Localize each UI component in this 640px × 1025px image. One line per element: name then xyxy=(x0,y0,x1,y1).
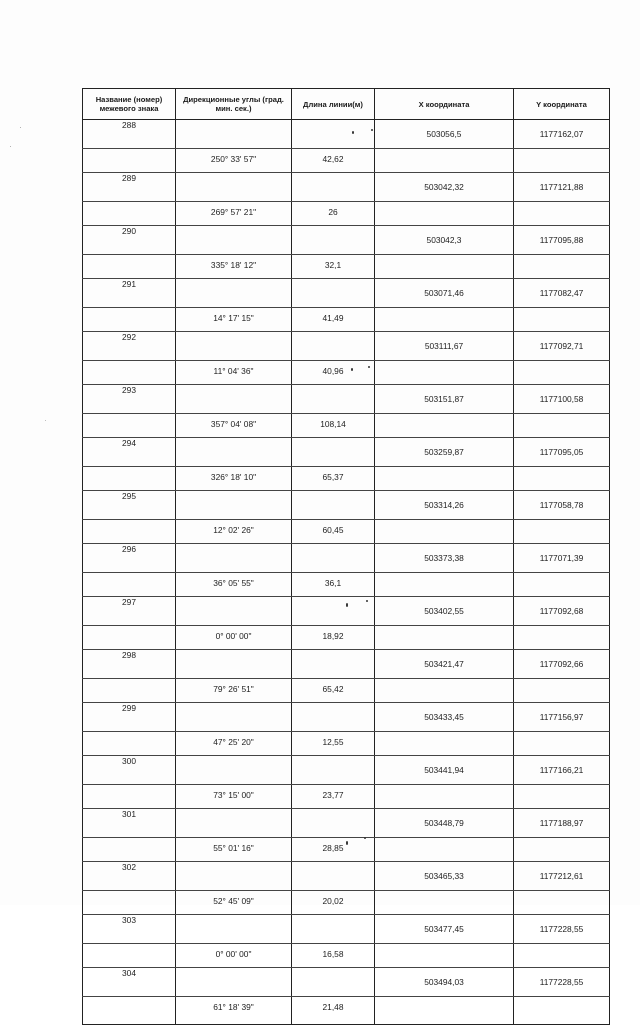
empty-cell xyxy=(176,385,292,414)
empty-cell xyxy=(514,519,610,544)
direction-angle: 73° 15' 00" xyxy=(176,784,292,809)
empty-cell xyxy=(83,996,176,1024)
empty-cell xyxy=(176,756,292,785)
y-coordinate: 1177095,88 xyxy=(514,226,610,255)
empty-cell xyxy=(514,360,610,385)
empty-cell xyxy=(176,120,292,149)
empty-cell xyxy=(292,173,375,202)
empty-cell xyxy=(375,519,514,544)
x-coordinate: 503042,3 xyxy=(375,226,514,255)
y-coordinate: 1177212,61 xyxy=(514,862,610,891)
empty-cell xyxy=(176,862,292,891)
line-length: 23,77 xyxy=(292,784,375,809)
segment-row xyxy=(83,625,610,650)
scan-speck xyxy=(368,366,370,368)
x-coordinate: 503042,32 xyxy=(375,173,514,202)
segment-row xyxy=(83,254,610,279)
direction-angle: 61° 18' 39" xyxy=(176,996,292,1024)
x-coordinate: 503421,47 xyxy=(375,650,514,679)
empty-cell xyxy=(292,544,375,573)
empty-cell xyxy=(83,890,176,915)
point-row xyxy=(83,968,610,997)
empty-cell xyxy=(292,279,375,308)
header-y: Y координата xyxy=(514,89,610,120)
empty-cell xyxy=(292,756,375,785)
empty-cell xyxy=(176,279,292,308)
empty-cell xyxy=(292,703,375,732)
empty-cell xyxy=(176,173,292,202)
point-row xyxy=(83,279,610,308)
line-length: 26 xyxy=(292,201,375,226)
empty-cell xyxy=(375,837,514,862)
point-name: 296 xyxy=(83,544,176,573)
point-row xyxy=(83,438,610,467)
x-coordinate: 503465,33 xyxy=(375,862,514,891)
segment-row xyxy=(83,943,610,968)
point-name: 288 xyxy=(83,120,176,149)
direction-angle: 55° 01' 16" xyxy=(176,837,292,862)
segment-row xyxy=(83,996,610,1024)
empty-cell xyxy=(176,809,292,838)
segment-row xyxy=(83,307,610,332)
line-length: 16,58 xyxy=(292,943,375,968)
y-coordinate: 1177092,71 xyxy=(514,332,610,361)
y-coordinate: 1177092,66 xyxy=(514,650,610,679)
point-name: 292 xyxy=(83,332,176,361)
line-length: 65,37 xyxy=(292,466,375,491)
point-row xyxy=(83,120,610,149)
empty-cell xyxy=(176,438,292,467)
scan-speck xyxy=(45,420,46,421)
direction-angle: 326° 18' 10" xyxy=(176,466,292,491)
empty-cell xyxy=(514,254,610,279)
point-name: 300 xyxy=(83,756,176,785)
segment-row xyxy=(83,890,610,915)
point-name: 291 xyxy=(83,279,176,308)
y-coordinate: 1177188,97 xyxy=(514,809,610,838)
empty-cell xyxy=(292,491,375,520)
y-coordinate: 1177156,97 xyxy=(514,703,610,732)
line-length: 12,55 xyxy=(292,731,375,756)
header-x: X координата xyxy=(375,89,514,120)
y-coordinate: 1177082,47 xyxy=(514,279,610,308)
x-coordinate: 503151,87 xyxy=(375,385,514,414)
y-coordinate: 1177228,55 xyxy=(514,968,610,997)
segment-row xyxy=(83,784,610,809)
empty-cell xyxy=(292,862,375,891)
point-row xyxy=(83,332,610,361)
empty-cell xyxy=(176,968,292,997)
empty-cell xyxy=(375,572,514,597)
empty-cell xyxy=(375,413,514,438)
segment-row xyxy=(83,731,610,756)
empty-cell xyxy=(514,837,610,862)
direction-angle: 250° 33' 57" xyxy=(176,148,292,173)
empty-cell xyxy=(514,572,610,597)
empty-cell xyxy=(375,996,514,1024)
direction-angle: 11° 04' 36" xyxy=(176,360,292,385)
y-coordinate: 1177092,68 xyxy=(514,597,610,626)
empty-cell xyxy=(83,572,176,597)
empty-cell xyxy=(83,360,176,385)
table-header-row xyxy=(83,89,610,120)
empty-cell xyxy=(83,201,176,226)
empty-cell xyxy=(375,254,514,279)
point-row xyxy=(83,597,610,626)
empty-cell xyxy=(176,597,292,626)
segment-row xyxy=(83,413,610,438)
empty-cell xyxy=(176,915,292,944)
segment-row xyxy=(83,148,610,173)
y-coordinate: 1177121,88 xyxy=(514,173,610,202)
empty-cell xyxy=(375,201,514,226)
empty-cell xyxy=(176,703,292,732)
empty-cell xyxy=(514,307,610,332)
point-row xyxy=(83,544,610,573)
empty-cell xyxy=(292,915,375,944)
x-coordinate: 503259,87 xyxy=(375,438,514,467)
x-coordinate: 503111,67 xyxy=(375,332,514,361)
empty-cell xyxy=(375,731,514,756)
point-name: 295 xyxy=(83,491,176,520)
line-length: 41,49 xyxy=(292,307,375,332)
point-name: 303 xyxy=(83,915,176,944)
empty-cell xyxy=(83,519,176,544)
header-name: Название (номер) межевого знака xyxy=(83,89,176,120)
empty-cell xyxy=(83,307,176,332)
empty-cell xyxy=(292,650,375,679)
point-name: 294 xyxy=(83,438,176,467)
direction-angle: 0° 00' 00" xyxy=(176,625,292,650)
header-length: Длина линии(м) xyxy=(292,89,375,120)
point-row xyxy=(83,862,610,891)
x-coordinate: 503071,46 xyxy=(375,279,514,308)
y-coordinate: 1177162,07 xyxy=(514,120,610,149)
empty-cell xyxy=(514,625,610,650)
segment-row xyxy=(83,466,610,491)
y-coordinate: 1177095,05 xyxy=(514,438,610,467)
line-length: 18,92 xyxy=(292,625,375,650)
line-length: 65,42 xyxy=(292,678,375,703)
scan-speck xyxy=(364,837,366,839)
point-row xyxy=(83,491,610,520)
point-row xyxy=(83,226,610,255)
empty-cell xyxy=(83,837,176,862)
point-row xyxy=(83,173,610,202)
direction-angle: 357° 04' 08" xyxy=(176,413,292,438)
empty-cell xyxy=(176,544,292,573)
header-angle: Дирекционные углы (град. мин. сек.) xyxy=(176,89,292,120)
empty-cell xyxy=(83,784,176,809)
empty-cell xyxy=(514,996,610,1024)
empty-cell xyxy=(176,491,292,520)
segment-row xyxy=(83,678,610,703)
direction-angle: 269° 57' 21" xyxy=(176,201,292,226)
line-length: 21,48 xyxy=(292,996,375,1024)
empty-cell xyxy=(83,413,176,438)
direction-angle: 52° 45' 09" xyxy=(176,890,292,915)
point-name: 293 xyxy=(83,385,176,414)
line-length: 28,85 xyxy=(292,837,375,862)
direction-angle: 335° 18' 12" xyxy=(176,254,292,279)
line-length: 32,1 xyxy=(292,254,375,279)
point-row xyxy=(83,756,610,785)
x-coordinate: 503433,45 xyxy=(375,703,514,732)
point-name: 297 xyxy=(83,597,176,626)
empty-cell xyxy=(83,678,176,703)
point-name: 298 xyxy=(83,650,176,679)
empty-cell xyxy=(514,413,610,438)
point-name: 302 xyxy=(83,862,176,891)
empty-cell xyxy=(292,226,375,255)
point-name: 299 xyxy=(83,703,176,732)
empty-cell xyxy=(83,254,176,279)
empty-cell xyxy=(292,968,375,997)
point-row xyxy=(83,385,610,414)
point-name: 289 xyxy=(83,173,176,202)
empty-cell xyxy=(514,148,610,173)
empty-cell xyxy=(514,890,610,915)
empty-cell xyxy=(514,678,610,703)
scan-speck xyxy=(10,146,11,147)
empty-cell xyxy=(375,148,514,173)
empty-cell xyxy=(83,943,176,968)
segment-row xyxy=(83,572,610,597)
x-coordinate: 503056,5 xyxy=(375,120,514,149)
empty-cell xyxy=(514,731,610,756)
scan-speck xyxy=(346,841,348,845)
segment-row xyxy=(83,519,610,544)
empty-cell xyxy=(292,597,375,626)
direction-angle: 36° 05' 55" xyxy=(176,572,292,597)
direction-angle: 0° 00' 00" xyxy=(176,943,292,968)
empty-cell xyxy=(176,650,292,679)
segment-row xyxy=(83,360,610,385)
scan-speck xyxy=(351,368,353,371)
y-coordinate: 1177228,55 xyxy=(514,915,610,944)
segment-row xyxy=(83,201,610,226)
point-row xyxy=(83,915,610,944)
empty-cell xyxy=(514,943,610,968)
empty-cell xyxy=(375,307,514,332)
empty-cell xyxy=(176,332,292,361)
y-coordinate: 1177058,78 xyxy=(514,491,610,520)
point-name: 290 xyxy=(83,226,176,255)
line-length: 108,14 xyxy=(292,413,375,438)
empty-cell xyxy=(83,148,176,173)
scan-speck xyxy=(366,600,368,602)
x-coordinate: 503477,45 xyxy=(375,915,514,944)
direction-angle: 12° 02' 26" xyxy=(176,519,292,544)
scan-speck xyxy=(371,129,373,131)
empty-cell xyxy=(292,332,375,361)
point-row xyxy=(83,703,610,732)
x-coordinate: 503314,26 xyxy=(375,491,514,520)
scan-speck xyxy=(346,603,348,607)
y-coordinate: 1177071,39 xyxy=(514,544,610,573)
empty-cell xyxy=(514,201,610,226)
direction-angle: 47° 25' 20" xyxy=(176,731,292,756)
line-length: 60,45 xyxy=(292,519,375,544)
empty-cell xyxy=(514,784,610,809)
empty-cell xyxy=(375,625,514,650)
x-coordinate: 503448,79 xyxy=(375,809,514,838)
direction-angle: 79° 26' 51" xyxy=(176,678,292,703)
empty-cell xyxy=(292,120,375,149)
empty-cell xyxy=(83,466,176,491)
direction-angle: 14° 17' 15" xyxy=(176,307,292,332)
empty-cell xyxy=(375,678,514,703)
empty-cell xyxy=(176,226,292,255)
x-coordinate: 503402,55 xyxy=(375,597,514,626)
scan-speck xyxy=(352,131,354,134)
empty-cell xyxy=(83,625,176,650)
empty-cell xyxy=(375,890,514,915)
y-coordinate: 1177100,58 xyxy=(514,385,610,414)
empty-cell xyxy=(292,809,375,838)
empty-cell xyxy=(375,943,514,968)
point-name: 304 xyxy=(83,968,176,997)
empty-cell xyxy=(514,466,610,491)
x-coordinate: 503373,38 xyxy=(375,544,514,573)
empty-cell xyxy=(292,438,375,467)
x-coordinate: 503494,03 xyxy=(375,968,514,997)
line-length: 20,02 xyxy=(292,890,375,915)
y-coordinate: 1177166,21 xyxy=(514,756,610,785)
line-length: 36,1 xyxy=(292,572,375,597)
x-coordinate: 503441,94 xyxy=(375,756,514,785)
line-length: 40,96 xyxy=(292,360,375,385)
empty-cell xyxy=(83,731,176,756)
empty-cell xyxy=(375,784,514,809)
point-name: 301 xyxy=(83,809,176,838)
line-length: 42,62 xyxy=(292,148,375,173)
point-row xyxy=(83,650,610,679)
boundary-coordinates-table xyxy=(82,88,610,1025)
scan-speck xyxy=(20,127,21,128)
empty-cell xyxy=(292,385,375,414)
point-row xyxy=(83,809,610,838)
empty-cell xyxy=(375,466,514,491)
empty-cell xyxy=(375,360,514,385)
table-body xyxy=(83,120,610,1025)
